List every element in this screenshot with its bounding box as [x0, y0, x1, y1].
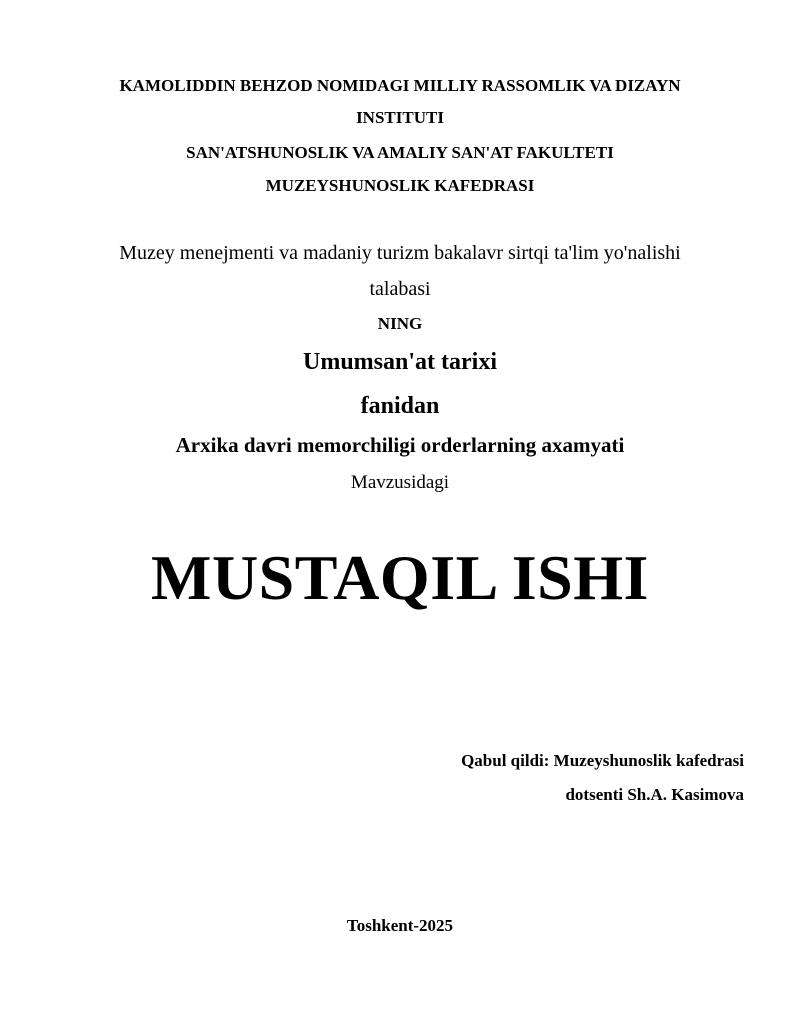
document-title: MUSTAQIL ISHI	[151, 542, 649, 613]
reviewer-line2: dotsenti Sh.A. Kasimova	[565, 785, 744, 804]
possessive-suffix: NING	[377, 314, 423, 333]
department-name: MUZEYSHUNOSLIK KAFEDRASI	[265, 176, 535, 195]
program-line2: talabasi	[369, 278, 431, 300]
place-and-year: Toshkent-2025	[346, 916, 454, 935]
subject-suffix: fanidan	[360, 393, 440, 419]
subject-name: Umumsan'at tarixi	[303, 349, 497, 375]
reviewer-line1: Qabul qildi: Muzeyshunoslik kafedrasi	[461, 751, 744, 770]
institute-name-line2: INSTITUTI	[356, 108, 444, 127]
topic-suffix: Mavzusidagi	[350, 472, 450, 493]
program-line1: Muzey menejmenti va madaniy turizm bakalavr sirtqi ta'lim yo'nalishi	[119, 242, 681, 264]
institute-name-line1: KAMOLIDDIN BEHZOD NOMIDAGI MILLIY RASSOMLIK VA DIZAYN	[119, 76, 681, 95]
faculty-name: SAN'ATSHUNOSLIK VA AMALIY SAN'AT FAKULTETI	[186, 143, 614, 162]
topic-title: Arxika davri memorchiligi orderlarning axamyati	[175, 433, 625, 457]
